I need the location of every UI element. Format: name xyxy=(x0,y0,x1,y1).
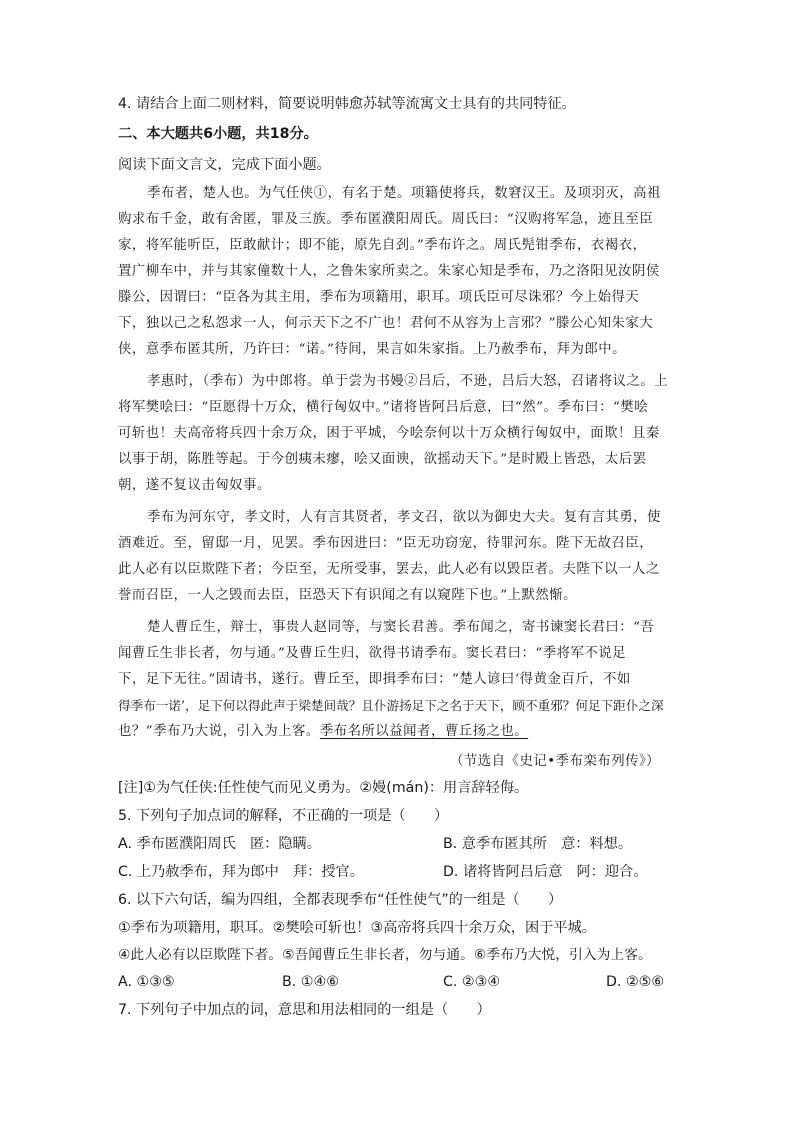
passage-line: 孝惠时，（季布）为中郎将。单于尝为书嫚②吕后，不逊，吕后大怒，召诸将议之。上 xyxy=(147,374,669,389)
underlined-sentence: 季布名所以益闻者，曹丘扬之也。 xyxy=(319,724,529,739)
passage-line: 此人必有以臣欺陛下者；今臣至，无所受事，罢去，此人必有以毁臣者。夫陛下以一人之 xyxy=(118,562,660,577)
passage-line: 将军樊哙曰：“臣愿得十万众，横行匈奴中。”诸将皆阿吕后意，曰“然”。季布曰：“樊哙 xyxy=(118,400,649,415)
passage-text: 也？”季布乃大说，引入为上客。 xyxy=(118,724,320,739)
question-7-stem: 7. 下列句子中加点的词，意思和用法相同的一组是（ ） xyxy=(118,1002,491,1018)
annotation-note: [注]①为气任侠:任性使气而见义勇为。②嫚(mán)：用言辞轻侮。 xyxy=(118,780,529,796)
question-5-option-d[interactable]: D. 诸将皆阿吕后意 阿：迎合。 xyxy=(443,864,648,880)
section-title: 二、本大题共6小题，共18分。 xyxy=(118,126,318,142)
question-5-option-b[interactable]: B. 意季布匿其所 意：料想。 xyxy=(443,836,633,852)
question-6-option-b[interactable]: B. ①④⑥ xyxy=(282,974,339,990)
question-6-sentences-1: ①季布为项籍用，职耳。②樊哙可斩也！③高帝将兵四十余万众，困于平城。 xyxy=(118,920,596,936)
question-5-option-c[interactable]: C. 上乃赦季布，拜为郎中 拜：授官。 xyxy=(118,864,364,880)
question-6-option-a[interactable]: A. ①③⑤ xyxy=(118,974,175,990)
question-6-sentences-2: ④此人必有以臣欺陛下者。⑤吾闻曹丘生非长者，勿与通。⑥季布乃大悦，引入为上客。 xyxy=(118,947,652,963)
instruction: 阅读下面文言文，完成下面小题。 xyxy=(118,157,331,173)
question-6-option-c[interactable]: C. ②③④ xyxy=(443,974,501,990)
passage-line: 朝，遂不复议击匈奴事。 xyxy=(118,478,271,493)
passage-line xyxy=(118,722,528,742)
passage-line: 季布者，楚人也。为气任侠①，有名于楚。项籍使将兵，数窘汉王。及项羽灭，高祖 xyxy=(147,186,661,201)
passage-line: 置广柳车中，并与其家僮数十人，之鲁朱家所卖之。朱家心知是季布，乃之洛阳见汝阴侯 xyxy=(118,264,660,279)
passage-source: （节选自《史记•季布栾布列传》） xyxy=(450,754,661,769)
passage-line: 酒难近。至，留邸一月，见罢。季布因进曰：“臣无功窃宠，待罪河东。陛下无故召臣， xyxy=(118,536,654,551)
passage-line: 得季布一诺’，足下何以得此声于梁楚间哉？且仆游扬足下之名于天下，顾不重邪？何足下距仆之深 xyxy=(118,698,664,713)
passage-line: 侠，意季布匿其所，乃许曰：“诺。”待间，果言如朱家指。上乃赦季布，拜为郎中。 xyxy=(118,342,627,357)
question-6-option-d[interactable]: D. ②⑤⑥ xyxy=(606,974,665,990)
passage-line: 闻曹丘生非长者，勿与通。”及曹丘生归，欲得书请季布。窦长君曰：“季将军不说足 xyxy=(118,646,627,661)
passage-line: 下，独以己之私怨求一人，何示天下之不广也！君何不从容为上言邪？”滕公心知朱家大 xyxy=(118,316,654,331)
question-5-option-a[interactable]: A. 季布匿濮阳周氏 匿：隐瞒。 xyxy=(118,836,321,852)
passage-line: 家，将军能听臣，臣敢献计；即不能，原先自刭。”季布许之。周氏髡钳季布，衣褐衣， xyxy=(118,238,647,253)
passage-line: 下，足下无往。”固请书，遂行。曹丘至，即揖季布曰：“楚人谚曰‘得黄金百斤，不如 xyxy=(118,672,631,687)
passage-line: 季布为河东守，孝文时，人有言其贤者，孝文召，欲以为御史大夫。复有言其勇，使 xyxy=(147,510,661,525)
question-6-stem: 6. 以下六句话，编为四组，全都表现季布“任性使气”的一组是（ ） xyxy=(118,892,563,908)
passage-line: 以事于胡，陈胜等起。于今创痍未瘳，哙又面谀，欲摇动天下。”是时殿上皆恐，太后罢 xyxy=(118,452,647,467)
passage-line: 购求布千金，敢有舍匿，罪及三族。季布匿濮阳周氏。周氏曰：“汉购将军急，迹且至臣 xyxy=(118,212,654,227)
passage-line: 可斩也！夫高帝将兵四十余万众，困于平城，今哙奈何以十万众横行匈奴中，面欺！且秦 xyxy=(118,426,660,441)
passage-line: 楚人曹丘生，辩士，事贵人赵同等，与窦长君善。季布闻之，寄书谏窦长君曰：“吾 xyxy=(147,620,655,635)
question-4: 4. 请结合上面二则材料，简要说明韩愈苏轼等流寓文士具有的共同特征。 xyxy=(118,96,576,112)
question-5-stem: 5. 下列句子加点词的解释，不正确的一项是（ ） xyxy=(118,808,449,824)
passage-line: 誉而召臣，一人之毁而去臣，臣恐天下有识闻之有以窥陛下也。”上默然惭。 xyxy=(118,588,578,603)
passage-line: 滕公，因谓曰：“臣各为其主用，季布为项籍用，职耳。项氏臣可尽诛邪？今上始得天 xyxy=(118,290,640,305)
